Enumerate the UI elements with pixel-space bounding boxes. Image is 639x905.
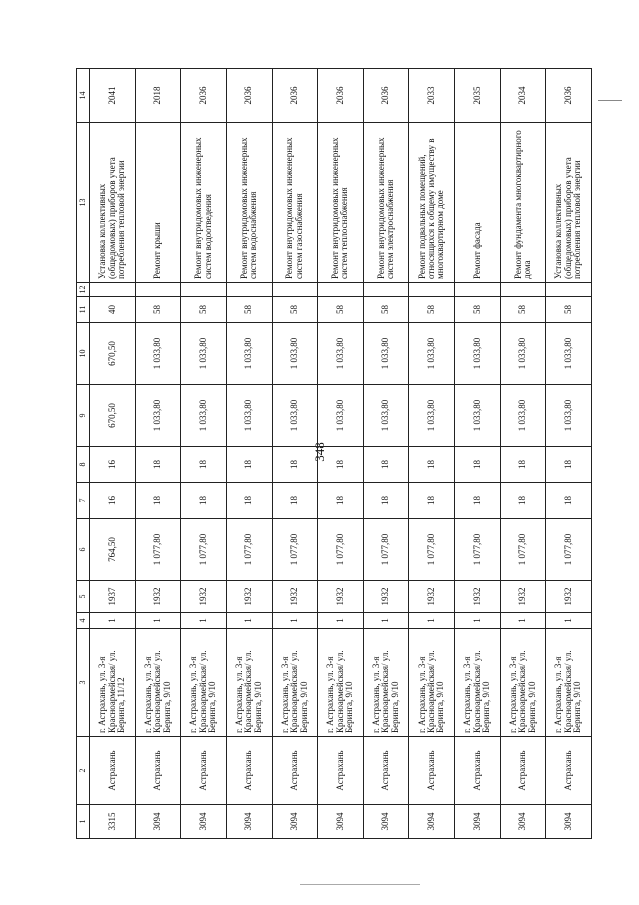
table-row bbox=[226, 69, 272, 839]
column-header-10: 10 bbox=[77, 323, 90, 385]
table-cell: 2018 bbox=[135, 69, 181, 123]
table-cell: 1 033,80 bbox=[546, 323, 592, 385]
table-row bbox=[455, 69, 501, 839]
table-cell: Ремонт внутридомовых инженерных систем электроснабжения bbox=[363, 123, 409, 283]
table-cell: 1 033,80 bbox=[181, 385, 227, 447]
table-cell: Астрахань bbox=[135, 737, 181, 805]
table-cell: Установка коллективных (общедомовых) приборов учета потребления тепловой энергии bbox=[90, 123, 136, 283]
table-cell: 1 bbox=[272, 613, 318, 629]
table-cell: 1 033,80 bbox=[500, 323, 546, 385]
table-cell: 3094 bbox=[135, 805, 181, 839]
table-cell: Астрахань bbox=[90, 737, 136, 805]
column-header-8: 8 bbox=[77, 447, 90, 483]
table-cell: 1 bbox=[455, 613, 501, 629]
table-cell: 1 bbox=[226, 613, 272, 629]
table-cell: 1 033,80 bbox=[409, 385, 455, 447]
table-cell: Ремонт внутридомовых инженерных систем водоотведения bbox=[181, 123, 227, 283]
table-cell: г. Астрахань, ул. 3-я Красноармейская/ ул. Беринга, 9/10 bbox=[272, 629, 318, 737]
table-cell: 1 077,80 bbox=[181, 519, 227, 581]
table-cell: 3094 bbox=[363, 805, 409, 839]
page-number: 348 bbox=[312, 442, 327, 462]
column-header-2: 2 bbox=[77, 737, 90, 805]
table-cell bbox=[409, 283, 455, 297]
table-cell: 2034 bbox=[500, 69, 546, 123]
table-cell: Астрахань bbox=[318, 737, 364, 805]
table-cell: 58 bbox=[135, 297, 181, 323]
table-cell: 1 bbox=[90, 613, 136, 629]
table-cell: Установка коллективных (общедомовых) приборов учета потребления тепловой энергии bbox=[546, 123, 592, 283]
table-cell: Ремонт внутридомовых инженерных систем теплоснабжения bbox=[318, 123, 364, 283]
table-cell: 1 033,80 bbox=[226, 385, 272, 447]
column-header-7: 7 bbox=[77, 483, 90, 519]
table-cell: 1 bbox=[181, 613, 227, 629]
column-header-11: 11 bbox=[77, 297, 90, 323]
table-cell: 2036 bbox=[272, 69, 318, 123]
table-cell: Ремонт подвальных помещений, относящихся к общему имуществу в многоквартирном доме bbox=[409, 123, 455, 283]
table-cell: Ремонт фасада bbox=[455, 123, 501, 283]
table-cell: 18 bbox=[135, 483, 181, 519]
table-cell: 670,50 bbox=[90, 385, 136, 447]
table-cell: 670,50 bbox=[90, 323, 136, 385]
table-cell: Астрахань bbox=[546, 737, 592, 805]
table-cell: 1932 bbox=[500, 581, 546, 613]
table-cell: г. Астрахань, ул. 3-я Красноармейская/ ул. Беринга, 9/10 bbox=[546, 629, 592, 737]
table-cell: 3094 bbox=[181, 805, 227, 839]
table-cell: 18 bbox=[272, 483, 318, 519]
table-cell: 58 bbox=[500, 297, 546, 323]
table-cell: г. Астрахань, ул. 3-я Красноармейская/ ул. Беринга, 9/10 bbox=[135, 629, 181, 737]
table-cell: Астрахань bbox=[181, 737, 227, 805]
table-cell: 18 bbox=[409, 447, 455, 483]
column-header-12: 12 bbox=[77, 283, 90, 297]
table-cell: 18 bbox=[181, 483, 227, 519]
table-cell: 1932 bbox=[409, 581, 455, 613]
table-cell: 58 bbox=[181, 297, 227, 323]
table-cell: 18 bbox=[272, 447, 318, 483]
table-cell: 1 033,80 bbox=[455, 323, 501, 385]
table-cell: 58 bbox=[363, 297, 409, 323]
table-cell: 1 033,80 bbox=[546, 385, 592, 447]
table-row bbox=[363, 69, 409, 839]
column-header-4: 4 bbox=[77, 613, 90, 629]
table-cell: 58 bbox=[318, 297, 364, 323]
table-cell: 1 077,80 bbox=[409, 519, 455, 581]
table-row bbox=[318, 69, 364, 839]
table-row bbox=[546, 69, 592, 839]
table-row bbox=[181, 69, 227, 839]
table-cell: 58 bbox=[546, 297, 592, 323]
table-cell: 18 bbox=[226, 447, 272, 483]
table-cell: 18 bbox=[409, 483, 455, 519]
table-row bbox=[500, 69, 546, 839]
table-cell: 1 033,80 bbox=[272, 385, 318, 447]
table-cell bbox=[546, 283, 592, 297]
table-cell bbox=[318, 283, 364, 297]
table-cell: 1 077,80 bbox=[455, 519, 501, 581]
table-cell: 3315 bbox=[90, 805, 136, 839]
table-cell: 18 bbox=[546, 483, 592, 519]
table-cell: 1 033,80 bbox=[318, 385, 364, 447]
table-cell: 1 bbox=[135, 613, 181, 629]
table-cell: Ремонт внутридомовых инженерных систем газоснабжения bbox=[272, 123, 318, 283]
overhaul-schedule-table bbox=[76, 68, 592, 839]
table-cell: Астрахань bbox=[409, 737, 455, 805]
table-row bbox=[409, 69, 455, 839]
table-cell: г. Астрахань, ул. 3-я Красноармейская/ ул. Беринга, 9/10 bbox=[226, 629, 272, 737]
table-cell: г. Астрахань, ул. 3-я Красноармейская/ ул. Беринга, 9/10 bbox=[363, 629, 409, 737]
table-cell: 764,50 bbox=[90, 519, 136, 581]
table-cell: 3094 bbox=[318, 805, 364, 839]
table-cell: 58 bbox=[409, 297, 455, 323]
scan-mark bbox=[598, 100, 622, 101]
table-cell bbox=[455, 283, 501, 297]
table-cell: 18 bbox=[455, 483, 501, 519]
table-cell: 1 bbox=[500, 613, 546, 629]
table-cell: 1 077,80 bbox=[135, 519, 181, 581]
table-cell: 18 bbox=[181, 447, 227, 483]
table-cell: 2041 bbox=[90, 69, 136, 123]
table-cell: г. Астрахань, ул. 3-я Красноармейская/ ул. Беринга, 11/12 bbox=[90, 629, 136, 737]
table-cell: 1 033,80 bbox=[363, 385, 409, 447]
table-cell bbox=[226, 283, 272, 297]
table-cell: г. Астрахань, ул. 3-я Красноармейская/ ул. Беринга, 9/10 bbox=[318, 629, 364, 737]
scan-mark bbox=[300, 884, 420, 885]
table-cell: 1 bbox=[546, 613, 592, 629]
table-cell: 16 bbox=[90, 483, 136, 519]
table-row bbox=[135, 69, 181, 839]
table-cell: 1 033,80 bbox=[135, 385, 181, 447]
table-cell: 3094 bbox=[546, 805, 592, 839]
table-cell: 2036 bbox=[546, 69, 592, 123]
table-body bbox=[90, 69, 592, 839]
table-cell: г. Астрахань, ул. 3-я Красноармейская/ ул. Беринга, 9/10 bbox=[500, 629, 546, 737]
column-header-1: 1 bbox=[77, 805, 90, 839]
column-header-6: 6 bbox=[77, 519, 90, 581]
table-cell: 1932 bbox=[272, 581, 318, 613]
table-cell bbox=[500, 283, 546, 297]
table-cell: г. Астрахань, ул. 3-я Красноармейская/ ул. Беринга, 9/10 bbox=[409, 629, 455, 737]
table-cell: Астрахань bbox=[455, 737, 501, 805]
table-cell: 1 077,80 bbox=[500, 519, 546, 581]
table-cell: 2036 bbox=[318, 69, 364, 123]
table-cell: 1932 bbox=[135, 581, 181, 613]
table-cell: 18 bbox=[455, 447, 501, 483]
table-cell: 1 033,80 bbox=[272, 323, 318, 385]
table-cell: Астрахань bbox=[226, 737, 272, 805]
table-cell: 1 077,80 bbox=[546, 519, 592, 581]
table-cell: 1 077,80 bbox=[226, 519, 272, 581]
table-cell: Ремонт внутридомовых инженерных систем водоснабжения bbox=[226, 123, 272, 283]
table-cell: 18 bbox=[226, 483, 272, 519]
table-cell: 1 033,80 bbox=[226, 323, 272, 385]
table-cell: 1 bbox=[318, 613, 364, 629]
table-cell: 1 077,80 bbox=[363, 519, 409, 581]
table-cell: 18 bbox=[318, 447, 364, 483]
table-cell: 18 bbox=[135, 447, 181, 483]
table-cell: Астрахань bbox=[500, 737, 546, 805]
table-cell: 1 033,80 bbox=[455, 385, 501, 447]
table-cell: 1 033,80 bbox=[318, 323, 364, 385]
column-header-14: 14 bbox=[77, 69, 90, 123]
table-cell: 2036 bbox=[226, 69, 272, 123]
table-cell: 1 bbox=[363, 613, 409, 629]
table-cell: 18 bbox=[318, 483, 364, 519]
table-cell bbox=[181, 283, 227, 297]
table-cell: Ремонт фундамента многоквартирного дома bbox=[500, 123, 546, 283]
table-cell: 16 bbox=[90, 447, 136, 483]
table-cell: 1 033,80 bbox=[409, 323, 455, 385]
table-cell: 2033 bbox=[409, 69, 455, 123]
table-cell: 58 bbox=[455, 297, 501, 323]
table-cell bbox=[363, 283, 409, 297]
table-cell: 1 033,80 bbox=[181, 323, 227, 385]
table-cell: 1932 bbox=[455, 581, 501, 613]
table-cell: 1 077,80 bbox=[272, 519, 318, 581]
table-cell: 18 bbox=[500, 447, 546, 483]
table-row bbox=[90, 69, 136, 839]
table-cell: 1 077,80 bbox=[318, 519, 364, 581]
table-cell bbox=[90, 283, 136, 297]
table-cell: 1932 bbox=[318, 581, 364, 613]
column-header-9: 9 bbox=[77, 385, 90, 447]
table-cell: г. Астрахань, ул. 3-я Красноармейская/ ул. Беринга, 9/10 bbox=[455, 629, 501, 737]
table-cell: 40 bbox=[90, 297, 136, 323]
rotated-table bbox=[76, 69, 592, 839]
column-header-13: 13 bbox=[77, 123, 90, 283]
table-cell: 18 bbox=[500, 483, 546, 519]
table-cell: 3094 bbox=[272, 805, 318, 839]
table-cell: 1932 bbox=[181, 581, 227, 613]
table-cell: 1932 bbox=[363, 581, 409, 613]
table-cell: Астрахань bbox=[272, 737, 318, 805]
table-cell: 1 bbox=[409, 613, 455, 629]
table-cell: 18 bbox=[546, 447, 592, 483]
table-cell: 3094 bbox=[226, 805, 272, 839]
table-cell: 1932 bbox=[226, 581, 272, 613]
table-cell: 3094 bbox=[455, 805, 501, 839]
table-cell: 58 bbox=[226, 297, 272, 323]
table-cell: 1937 bbox=[90, 581, 136, 613]
column-header-5: 5 bbox=[77, 581, 90, 613]
table-cell bbox=[135, 283, 181, 297]
table-cell: Ремонт крыши bbox=[135, 123, 181, 283]
table-header-row bbox=[77, 69, 90, 839]
column-header-3: 3 bbox=[77, 629, 90, 737]
table-row bbox=[272, 69, 318, 839]
table-cell: Астрахань bbox=[363, 737, 409, 805]
table-cell bbox=[272, 283, 318, 297]
table-cell: 18 bbox=[363, 483, 409, 519]
table-cell: 1 033,80 bbox=[363, 323, 409, 385]
table-cell: 1 033,80 bbox=[500, 385, 546, 447]
table-cell: 1932 bbox=[546, 581, 592, 613]
table-cell: 3094 bbox=[500, 805, 546, 839]
table-cell: 2036 bbox=[363, 69, 409, 123]
table-cell: г. Астрахань, ул. 3-я Красноармейская/ ул. Беринга, 9/10 bbox=[181, 629, 227, 737]
table-cell: 3094 bbox=[409, 805, 455, 839]
table-cell: 2035 bbox=[455, 69, 501, 123]
table-cell: 2036 bbox=[181, 69, 227, 123]
table-cell: 1 033,80 bbox=[135, 323, 181, 385]
table-cell: 18 bbox=[363, 447, 409, 483]
table-cell: 58 bbox=[272, 297, 318, 323]
